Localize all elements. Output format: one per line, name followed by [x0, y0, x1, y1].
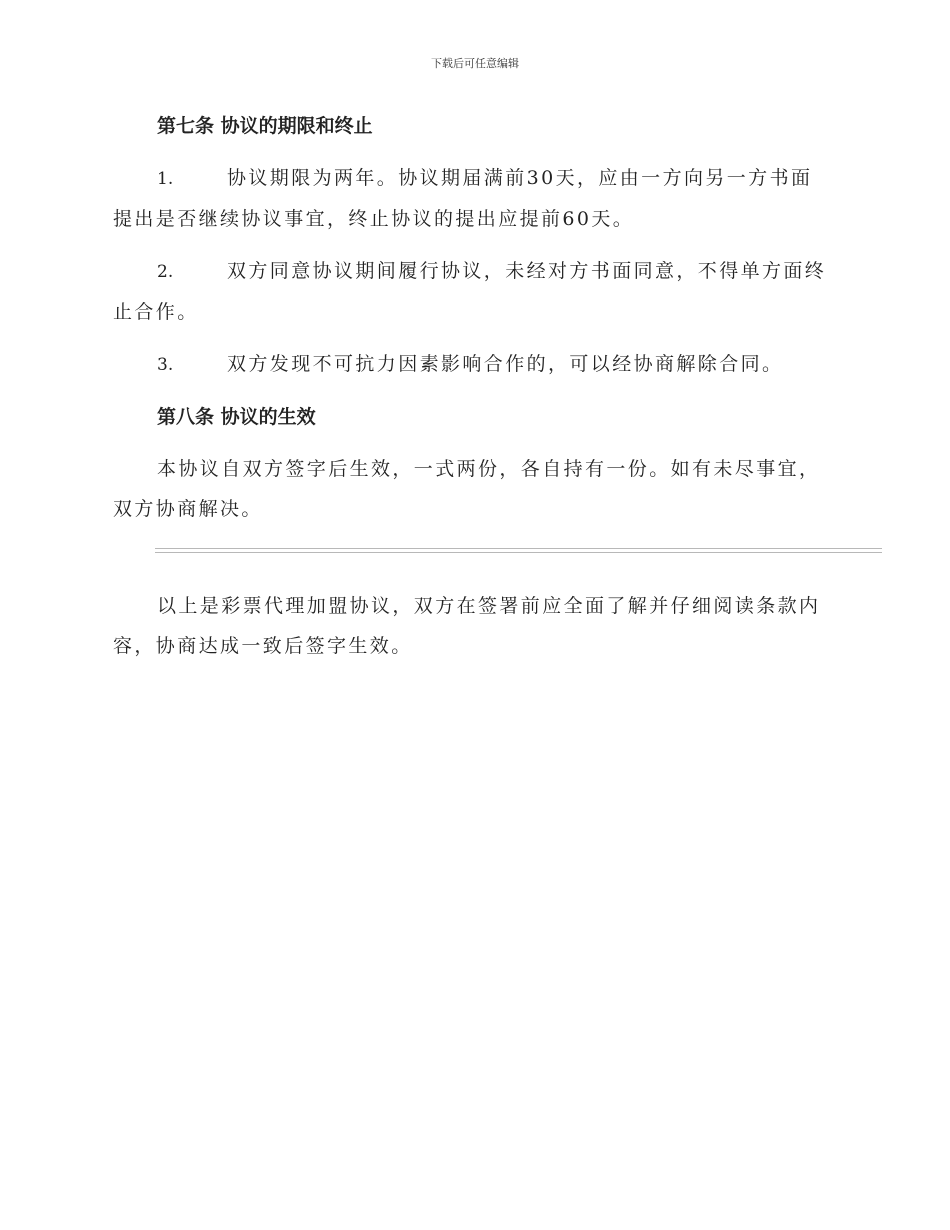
article-7-title: 第七条 协议的期限和终止	[157, 115, 373, 137]
section-divider	[155, 548, 882, 553]
summary-text: 以上是彩票代理加盟协议，双方在签署前应全面了解并仔细阅读条款内容，协商达成一致后签字生效。	[113, 595, 821, 657]
item-text: 双方同意协议期间履行协议，未经对方书面同意，不得单方面终止合作。	[113, 260, 827, 323]
item-number: 3.	[157, 355, 174, 375]
article-8-title: 第八条 协议的生效	[157, 406, 316, 428]
article-7-item-3	[113, 344, 833, 385]
page-header: 下载后可任意编辑	[431, 57, 519, 70]
summary-section	[113, 586, 833, 678]
item-number: 2.	[157, 262, 174, 282]
item-number: 1.	[157, 169, 174, 189]
document-body	[113, 106, 833, 541]
item-text: 协议期限为两年。协议期届满前30天，应由一方向另一方书面提出是否继续协议事宜，终止协议的提出应提前60天。	[113, 167, 813, 230]
article-8-text: 本协议自双方签字后生效，一式两份，各自持有一份。如有未尽事宜，双方协商解决。	[113, 458, 821, 520]
article-7-item-2	[113, 251, 833, 332]
article-7-item-1	[113, 158, 833, 239]
item-text: 双方发现不可抗力因素影响合作的，可以经协商解除合同。	[227, 353, 784, 375]
